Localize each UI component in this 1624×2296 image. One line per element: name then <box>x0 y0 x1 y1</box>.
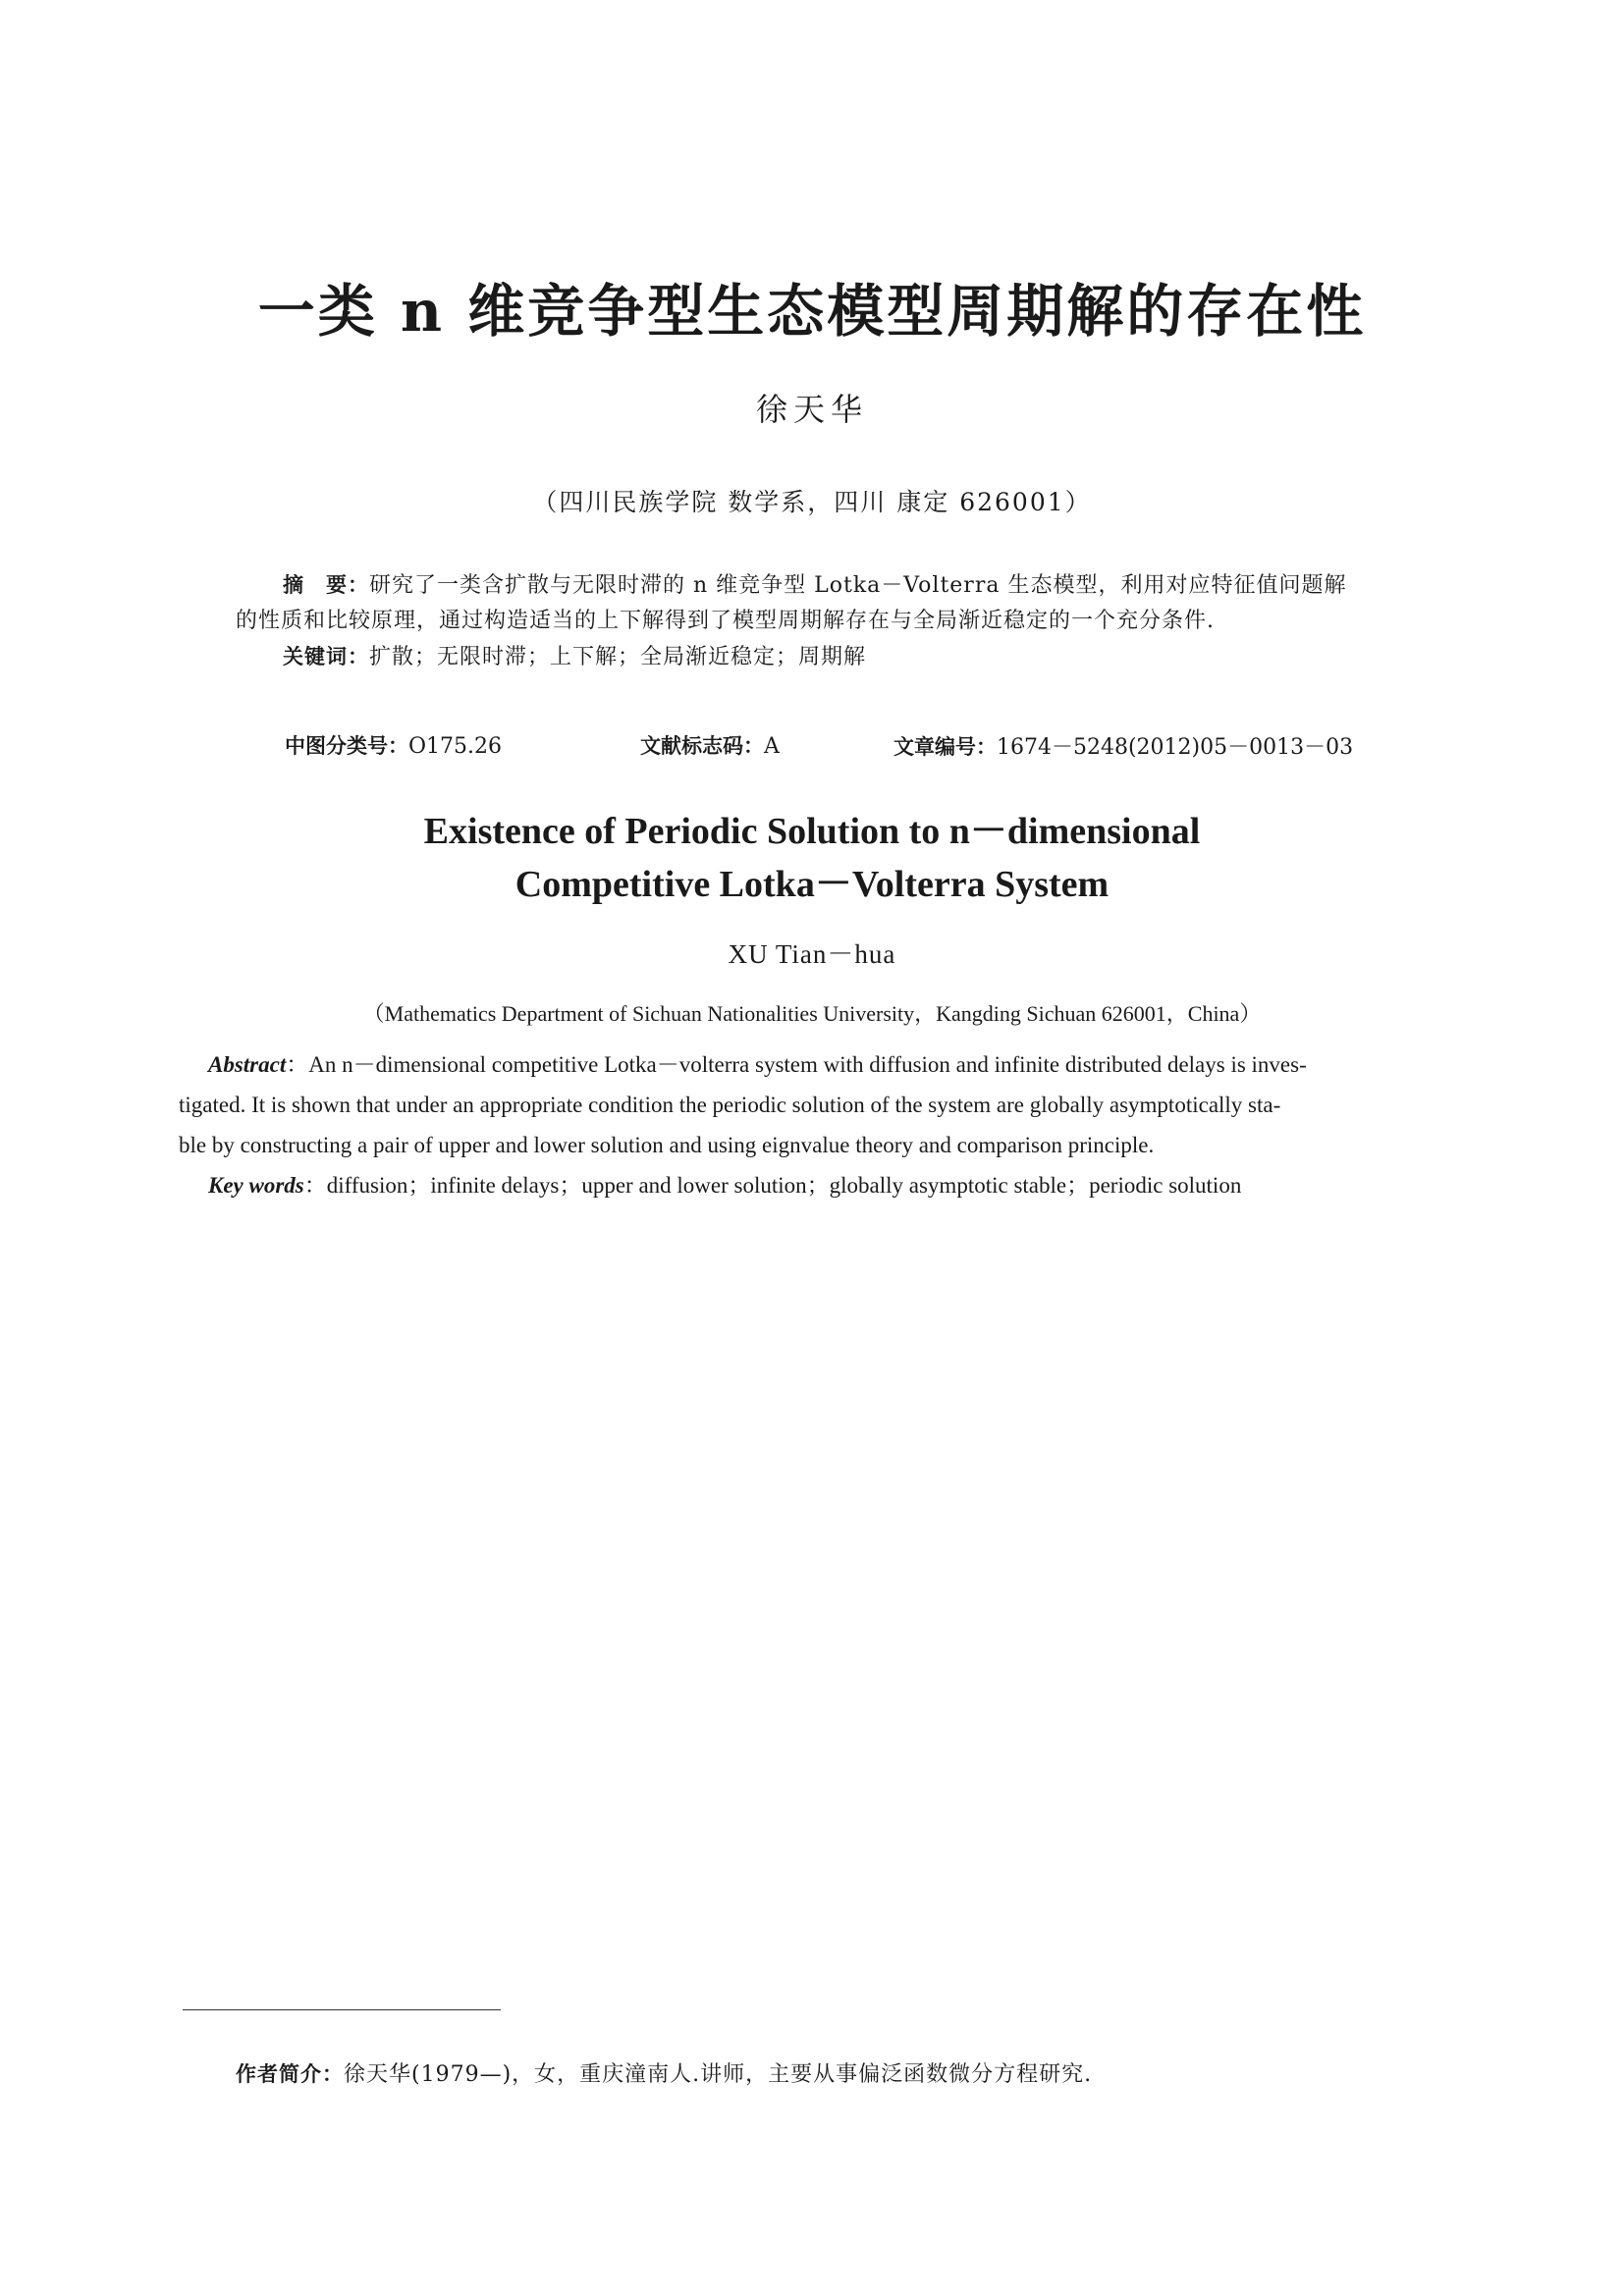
footnote-label: 作者简介： <box>236 2062 344 2086</box>
article-number <box>893 730 1353 761</box>
english-keywords-label: Key words <box>208 1173 304 1198</box>
english-title <box>0 805 1624 911</box>
chinese-abstract-text1: 研究了一类含扩散与无限时滞的 n 维竞争型 Lotka－Volterra 生态模型，利用对应特征值问题解 <box>369 573 1347 598</box>
document-code-value: A <box>764 734 780 759</box>
chinese-keywords-line <box>236 639 1414 675</box>
chinese-author: 徐天华 <box>755 391 868 428</box>
english-author: XU Tian－hua <box>728 939 896 969</box>
english-keywords-text: ：diffusion；infinite delays；upper and lower solution；globally asymptotic stable；periodic solution <box>303 1173 1242 1198</box>
clc-label: 中图分类号： <box>285 734 408 758</box>
author-footnote <box>236 2057 1092 2088</box>
chinese-title: 一类 n 维竞争型生态模型周期解的存在性 <box>257 278 1367 345</box>
english-affiliation: （Mathematics Department of Sichuan Nationalities University，Kangding Sichuan 626001，China） <box>362 1001 1262 1026</box>
english-title-line2: Competitive Lotka－Volterra System <box>514 864 1110 905</box>
english-abstract-text2: tigated. It is shown that under an appropriate condition the periodic solution of the system are globally asymptotically sta- <box>179 1093 1281 1117</box>
chinese-abstract-label: 摘 要： <box>283 573 369 597</box>
chinese-abstract-text2: 的性质和比较原理，通过构造适当的上下解得到了模型周期解存在与全局渐近稳定的一个充分条件. <box>236 609 1215 633</box>
clc-number <box>285 730 502 760</box>
article-number-label: 文章编号： <box>893 735 997 759</box>
chinese-affiliation: （四川民族学院 数学系，四川 康定 626001） <box>532 488 1092 516</box>
chinese-abstract-block <box>236 567 1414 675</box>
chinese-keywords-label: 关键词： <box>283 645 369 668</box>
english-abstract-label: Abstract <box>208 1052 287 1077</box>
english-abstract-line1 <box>208 1044 1467 1085</box>
footnote-divider <box>183 2009 501 2010</box>
english-abstract-text1: ：An n－dimensional competitive Lotka－volterra system with diffusion and infinite distributed delays is inves- <box>286 1052 1307 1077</box>
document-code <box>640 730 780 760</box>
chinese-abstract-line1 <box>236 567 1414 604</box>
english-abstract-text3: ble by constructing a pair of upper and lower solution and using eignvalue theory and comparison principle. <box>179 1133 1155 1157</box>
chinese-keywords-text: 扩散；无限时滞；上下解；全局渐近稳定；周期解 <box>369 645 867 669</box>
article-number-value: 1674－5248(2012)05－0013－03 <box>997 735 1354 760</box>
english-title-line1: Existence of Periodic Solution to n－dimensional <box>423 811 1201 852</box>
english-keywords-line <box>208 1165 1467 1205</box>
english-abstract-block <box>179 1044 1467 1205</box>
footnote-text: 徐天华(1979—)，女，重庆潼南人.讲师，主要从事偏泛函数微分方程研究. <box>344 2062 1093 2087</box>
clc-value: O175.26 <box>408 734 503 759</box>
document-code-label: 文献标志码： <box>640 734 764 758</box>
